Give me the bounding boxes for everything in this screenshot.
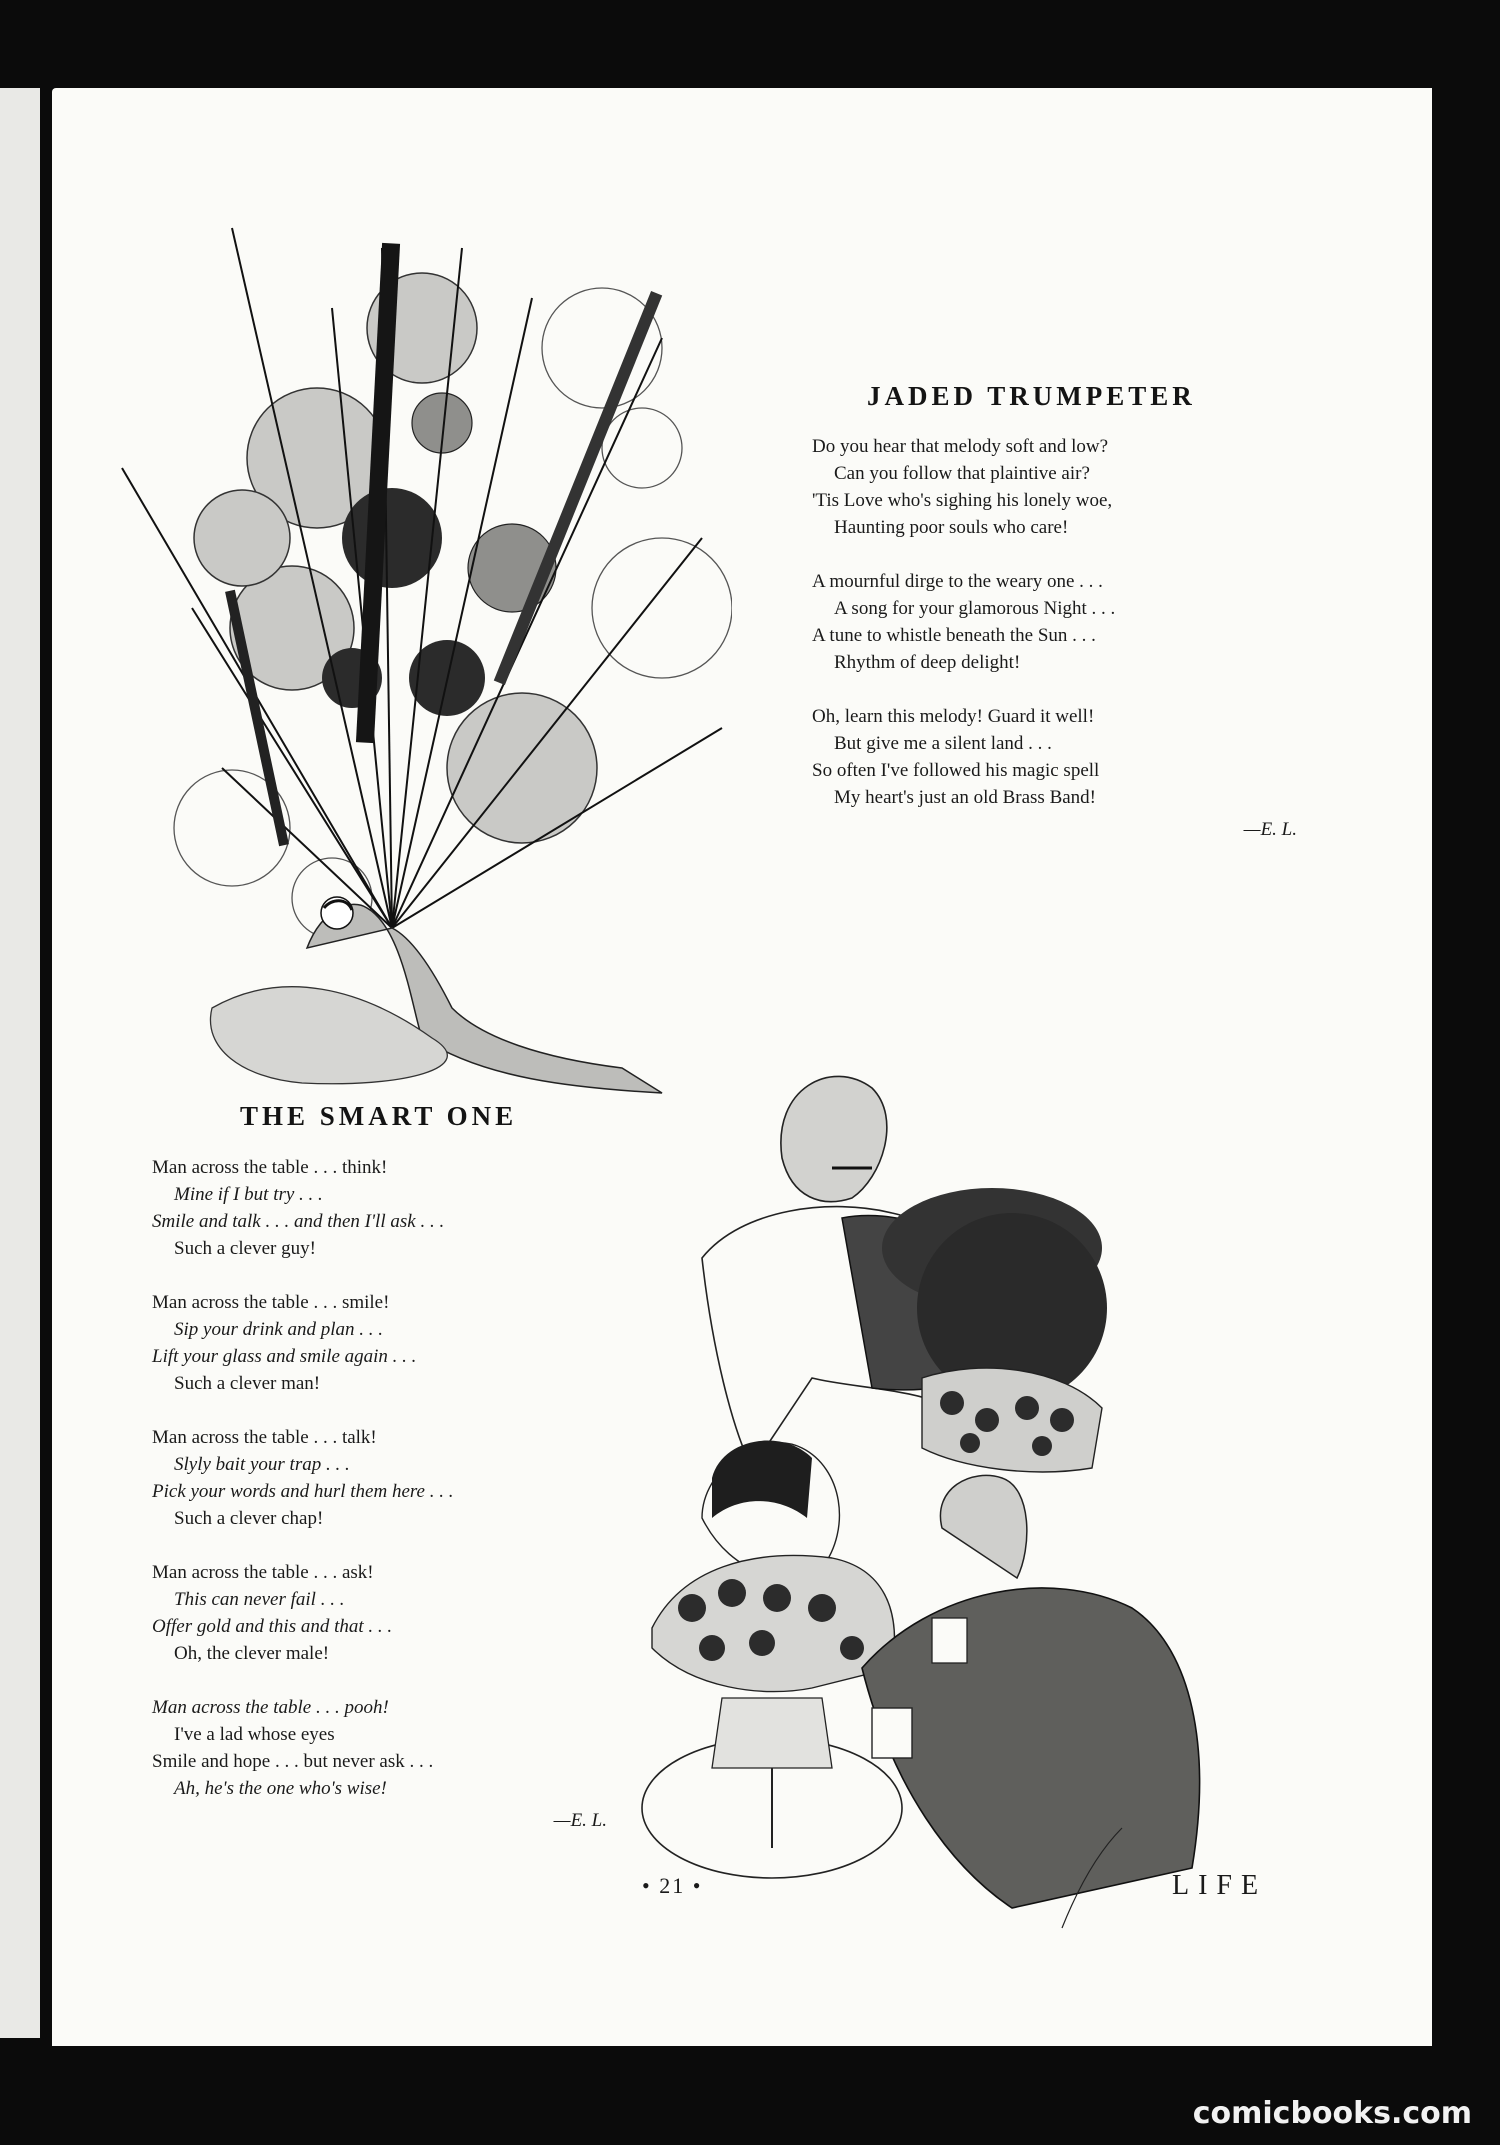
poem-line: Slyly bait your trap . . . [174, 1454, 350, 1475]
poem-signature: —E. L. [1243, 819, 1297, 840]
poem-signature: —E. L. [553, 1810, 607, 1831]
poem-stanza [812, 568, 1297, 676]
poem-line: Smile and hope . . . but never ask . . . [152, 1751, 434, 1772]
poem-stanza [812, 703, 1297, 811]
poem-line: But give me a silent land . . . [834, 733, 1052, 754]
poem-line: Such a clever chap! [174, 1508, 324, 1529]
poem-line: Such a clever guy! [174, 1238, 316, 1259]
previous-page-edge [0, 88, 40, 2038]
poem-line: Man across the table . . . think! [152, 1157, 388, 1178]
magazine-name: LIFE [1172, 1870, 1268, 1901]
poem-line: Lift your glass and smile again . . . [152, 1346, 417, 1367]
poem-stanza [152, 1559, 607, 1667]
page-number: • 21 • [642, 1873, 703, 1898]
poem-line: Can you follow that plaintive air? [834, 463, 1090, 484]
poem-stanza [152, 1694, 607, 1802]
poem-the-smart-one [152, 1154, 607, 1834]
poem-line: Pick your words and hurl them here . . . [152, 1481, 454, 1502]
poem-line: Such a clever man! [174, 1373, 321, 1394]
poem-stanza [152, 1154, 607, 1262]
poem-stanza [812, 433, 1297, 541]
poem-line: Man across the table . . . smile! [152, 1292, 390, 1313]
poem-line: Oh, learn this melody! Guard it well! [812, 706, 1095, 727]
trumpeter-fan-drawing [102, 208, 732, 1108]
poem-line: I've a lad whose eyes [174, 1724, 335, 1745]
trumpeter-fan-illustration [102, 208, 732, 1108]
poem-line: A tune to whistle beneath the Sun . . . [812, 625, 1096, 646]
poem-line: Man across the table . . . ask! [152, 1562, 374, 1583]
poem-title-the-smart-one: THE SMART ONE [240, 1101, 518, 1131]
poem-line: Man across the table . . . talk! [152, 1427, 377, 1448]
poem-stanza [152, 1289, 607, 1397]
site-watermark: comicbooks.com [1192, 2096, 1472, 2131]
dinner-table-drawing [632, 1048, 1352, 1968]
poem-line: My heart's just an old Brass Band! [834, 787, 1097, 808]
poem-jaded-trumpeter [812, 433, 1297, 843]
poem-line: A song for your glamorous Night . . . [834, 598, 1116, 619]
poem-line: So often I've followed his magic spell [812, 760, 1100, 781]
poem-line: 'Tis Love who's sighing his lonely woe, [812, 490, 1113, 511]
poem-line: A mournful dirge to the weary one . . . [812, 571, 1103, 592]
poem-line: This can never fail . . . [174, 1589, 345, 1610]
poem-stanza [152, 1424, 607, 1532]
dinner-table-illustration [632, 1048, 1352, 1968]
poem-line: Offer gold and this and that . . . [152, 1616, 393, 1637]
poem-title-jaded-trumpeter: JADED TRUMPETER [867, 381, 1196, 411]
poem-line: Haunting poor souls who care! [834, 517, 1069, 538]
poem-line: Rhythm of deep delight! [834, 652, 1021, 673]
poem-line: Mine if I but try . . . [174, 1184, 323, 1205]
poem-line: Oh, the clever male! [174, 1643, 330, 1664]
poem-line: Man across the table . . . pooh! [152, 1697, 389, 1718]
poem-line: Smile and talk . . . and then I'll ask . . . [152, 1211, 445, 1232]
poem-line: Do you hear that melody soft and low? [812, 436, 1109, 457]
magazine-page [52, 88, 1432, 2046]
poem-line: Ah, he's the one who's wise! [174, 1778, 387, 1799]
poem-line: Sip your drink and plan . . . [174, 1319, 383, 1340]
